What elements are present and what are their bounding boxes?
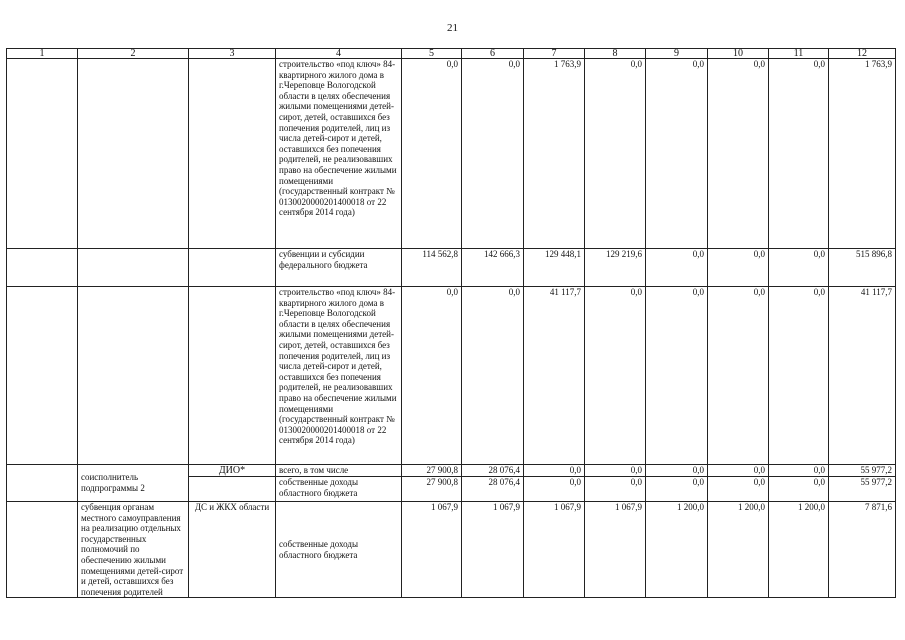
value-cell: 0,0	[769, 477, 829, 502]
value-cell: 0,0	[585, 465, 646, 477]
table-cell	[78, 249, 189, 287]
value-cell: 0,0	[769, 287, 829, 465]
column-header: 7	[524, 49, 585, 59]
table-cell	[189, 249, 276, 287]
table-row	[7, 249, 896, 287]
value-cell: 0,0	[524, 465, 585, 477]
value-cell: 1 763,9	[829, 59, 896, 249]
column-header: 4	[276, 49, 402, 59]
table-row	[7, 59, 896, 249]
value-cell: 1 067,9	[402, 502, 462, 598]
item-description: всего, в том числе	[276, 465, 402, 477]
table-cell	[7, 287, 78, 465]
column-header: 6	[462, 49, 524, 59]
table-cell	[189, 59, 276, 249]
value-cell: 129 448,1	[524, 249, 585, 287]
value-cell: 0,0	[646, 477, 708, 502]
value-cell: 7 871,6	[829, 502, 896, 598]
value-cell: 129 219,6	[585, 249, 646, 287]
item-description: собственные доходы областного бюджета	[276, 502, 402, 598]
co-executor-label: соисполнитель подпрограммы 2	[78, 465, 189, 502]
value-cell: 27 900,8	[402, 477, 462, 502]
value-cell: 1 067,9	[524, 502, 585, 598]
item-description: строительство «под ключ» 84-квартирного жилого дома в г.Череповце Вологодской области в целях обеспечения жилыми помещениями детей-сирот, детей, оставшихся без попечения родителей, лиц из числа детей-сирот и детей, оставшихся без попечения родителей, не реализовавших право на обеспечение жилыми помещениями (государственный контракт № 0130020000201400018 от 22 сентября 2014 года)	[276, 287, 402, 465]
executor-label: ДИО*	[189, 465, 276, 477]
value-cell: 41 117,7	[524, 287, 585, 465]
table-cell	[7, 502, 78, 598]
value-cell: 0,0	[769, 249, 829, 287]
value-cell: 142 666,3	[462, 249, 524, 287]
column-header: 11	[769, 49, 829, 59]
value-cell: 1 763,9	[524, 59, 585, 249]
value-cell: 0,0	[646, 465, 708, 477]
value-cell: 0,0	[708, 249, 769, 287]
value-cell: 0,0	[402, 287, 462, 465]
value-cell: 1 200,0	[646, 502, 708, 598]
value-cell: 1 200,0	[769, 502, 829, 598]
table-cell	[78, 59, 189, 249]
table-cell	[7, 249, 78, 287]
value-cell: 0,0	[708, 477, 769, 502]
value-cell: 0,0	[769, 59, 829, 249]
value-cell: 0,0	[462, 59, 524, 249]
table-cell	[7, 465, 78, 502]
value-cell: 0,0	[402, 59, 462, 249]
value-cell: 55 977,2	[829, 477, 896, 502]
value-cell: 27 900,8	[402, 465, 462, 477]
table-cell	[189, 287, 276, 465]
value-cell: 1 067,9	[585, 502, 646, 598]
value-cell: 0,0	[585, 477, 646, 502]
value-cell: 28 076,4	[462, 465, 524, 477]
value-cell: 0,0	[585, 59, 646, 249]
value-cell: 0,0	[646, 249, 708, 287]
column-header: 9	[646, 49, 708, 59]
table-row	[7, 502, 896, 598]
value-cell: 0,0	[646, 287, 708, 465]
value-cell: 0,0	[462, 287, 524, 465]
column-header: 1	[7, 49, 78, 59]
value-cell: 0,0	[708, 59, 769, 249]
value-cell: 28 076,4	[462, 477, 524, 502]
column-header: 8	[585, 49, 646, 59]
page-number: 21	[447, 22, 458, 34]
table-cell	[78, 287, 189, 465]
executor-label: ДС и ЖКХ области	[189, 502, 276, 598]
value-cell: 0,0	[524, 477, 585, 502]
item-description: строительство «под ключ» 84-квартирного жилого дома в г.Череповце Вологодской области в целях обеспечения жилыми помещениями детей-сирот, детей, оставшихся без попечения родителей, лиц из числа детей-сирот и детей, оставшихся без попечения родителей, не реализовавших право на обеспечение жилыми помещениями (государственный контракт № 0130020000201400018 от 22 сентября 2014 года)	[276, 59, 402, 249]
value-cell: 0,0	[769, 465, 829, 477]
table-cell	[189, 477, 276, 502]
table-row	[7, 465, 896, 477]
value-cell: 55 977,2	[829, 465, 896, 477]
item-description: субвенции и субсидии федерального бюджета	[276, 249, 402, 287]
value-cell: 1 067,9	[462, 502, 524, 598]
item-description: собственные доходы областного бюджета	[276, 477, 402, 502]
column-header: 12	[829, 49, 896, 59]
value-cell: 0,0	[708, 465, 769, 477]
value-cell: 0,0	[585, 287, 646, 465]
budget-table	[6, 48, 896, 598]
column-header: 2	[78, 49, 189, 59]
value-cell: 0,0	[708, 287, 769, 465]
table-row	[7, 287, 896, 465]
column-number-row	[7, 49, 896, 59]
value-cell: 41 117,7	[829, 287, 896, 465]
column-header: 5	[402, 49, 462, 59]
column-header: 3	[189, 49, 276, 59]
value-cell: 114 562,8	[402, 249, 462, 287]
value-cell: 515 896,8	[829, 249, 896, 287]
value-cell: 1 200,0	[708, 502, 769, 598]
table-cell	[7, 59, 78, 249]
column-header: 10	[708, 49, 769, 59]
subvention-description: субвенция органам местного самоуправления на реализацию отдельных государственных полномочий по обеспечению жилыми помещениями детей-сирот и детей, оставшихся без попечения родителей	[78, 502, 189, 598]
value-cell: 0,0	[646, 59, 708, 249]
